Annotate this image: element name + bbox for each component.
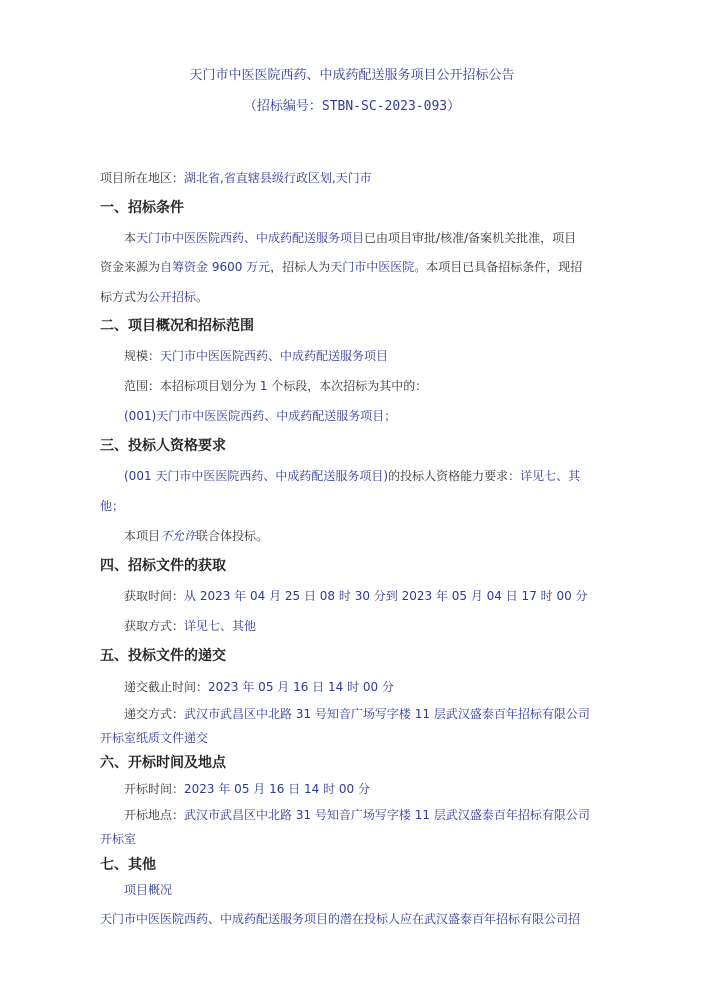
s1-paragraph-line-1: 本天门市中医医院西药、中成药配送服务项目已由项目审批/核准/备案机关批准，项目 [124,231,577,245]
s4-time: 获取时间：从 2023 年 04 月 25 日 08 时 30 分到 2023 年 05 月 04 日 17 时 00 分 [124,589,588,603]
section-1-heading: 一、招标条件 [100,200,184,216]
section-3-heading: 三、投标人资格要求 [100,438,226,454]
s3-qualification-line-1: (001 天门市中医医院西药、中成药配送服务项目)的投标人资格能力要求：详见七、其 [124,469,581,483]
section-7-heading: 七、其他 [100,857,156,873]
s2-range: 范围：本招标项目划分为 1 个标段，本次招标为其中的： [124,379,428,393]
s5-deadline: 递交截止时间：2023 年 05 月 16 日 14 时 00 分 [124,680,394,694]
s4-method: 获取方式：详见七、其他 [124,619,257,633]
section-2-heading: 二、项目概况和招标范围 [100,318,254,334]
s7-paragraph-line-1: 天门市中医医院西药、中成药配送服务项目的潜在投标人应在武汉盛泰百年招标有限公司招 [100,912,581,926]
s6-time: 开标时间：2023 年 05 月 16 日 14 时 00 分 [124,782,370,796]
section-5-heading: 五、投标文件的递交 [100,648,226,664]
section-6-heading: 六、开标时间及地点 [100,755,226,771]
s5-method-line-2: 开标室纸质文件递交 [100,731,209,745]
s2-scale: 规模：天门市中医医院西药、中成药配送服务项目 [124,349,389,363]
s6-place-line-2: 开标室 [100,832,137,846]
s7-subheading: 项目概况 [124,883,173,897]
project-region: 项目所在地区：湖北省,省直辖县级行政区划,天门市 [100,171,372,185]
s2-lot: (001)天门市中医医院西药、中成药配送服务项目； [124,409,397,423]
bid-number: （招标编号：STBN-SC-2023-093） [243,99,461,114]
s6-place-line-1: 开标地点：武汉市武昌区中北路 31 号知音广场写字楼 11 层武汉盛泰百年招标有限公司 [124,808,590,822]
s5-method-line-1: 递交方式：武汉市武昌区中北路 31 号知音广场写字楼 11 层武汉盛泰百年招标有限公司 [124,707,590,721]
document-title: 天门市中医医院西药、中成药配送服务项目公开招标公告 [189,68,515,83]
s1-paragraph-line-2: 资金来源为自筹资金 9600 万元，招标人为天门市中医医院。本项目已具备招标条件，现招 [100,260,583,274]
s3-joint-bid: 本项目不允许联合体投标。 [124,529,269,543]
s1-paragraph-line-3: 标方式为公开招标。 [100,290,209,304]
s3-qualification-line-2: 他； [100,499,125,513]
section-4-heading: 四、招标文件的获取 [100,558,226,574]
